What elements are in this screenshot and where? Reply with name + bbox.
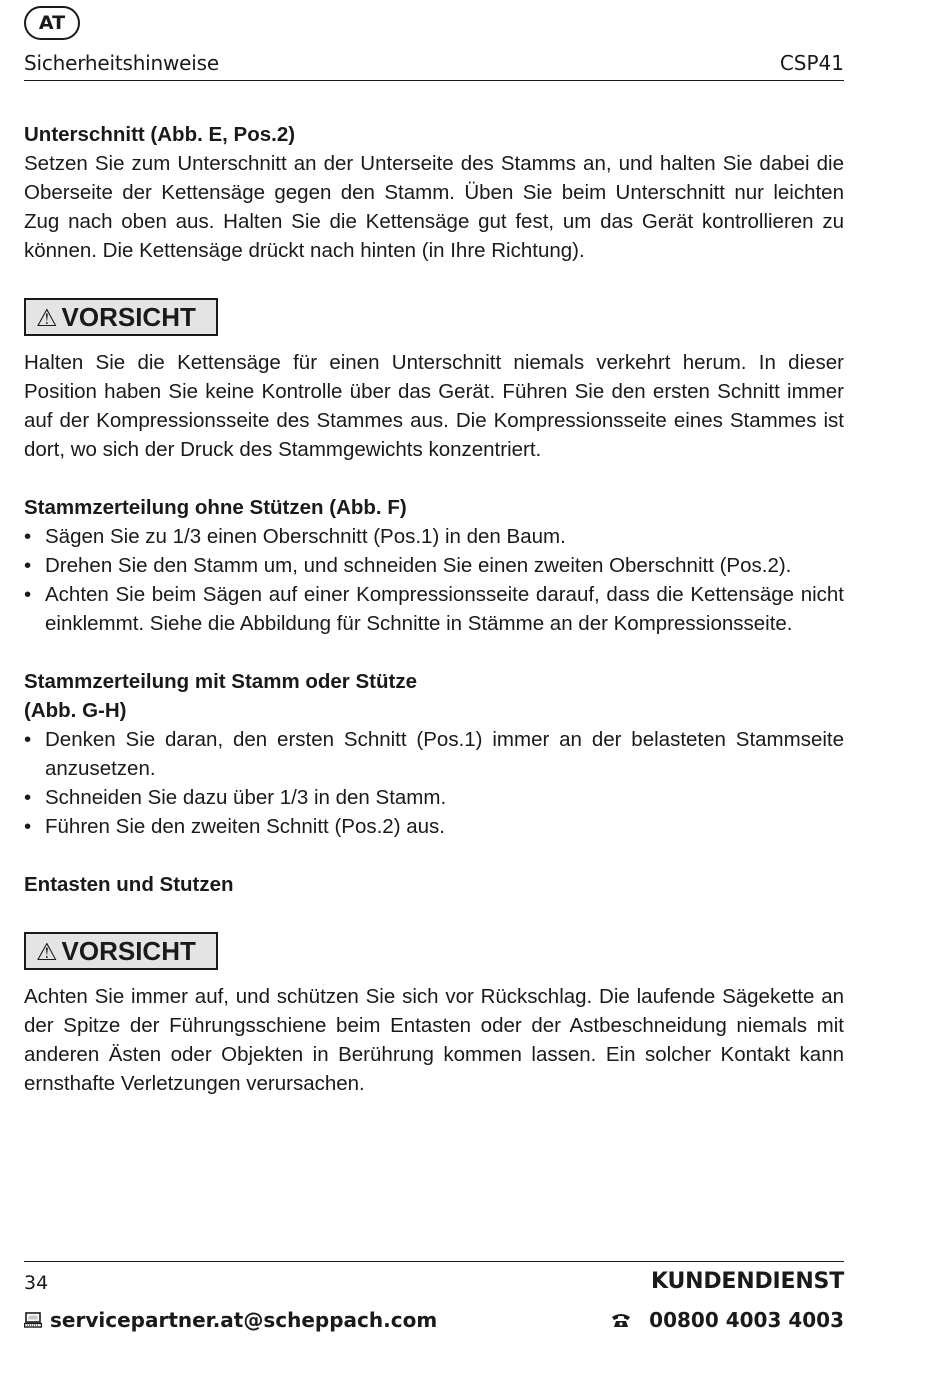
list-item <box>24 580 844 638</box>
page-content <box>24 120 844 1098</box>
section-title: Sicherheitshinweise <box>24 51 219 75</box>
footer-divider <box>24 1261 844 1262</box>
country-badge: AT <box>24 6 80 40</box>
spacer <box>24 464 844 493</box>
bullet-list <box>24 522 844 638</box>
paragraph: Setzen Sie zum Unterschnitt an der Unterseite des Stamms an, und halten Sie dabei die Oberseite der Kettensäge gegen den Stamm. Üben Sie beim Unterschnitt nur leichten Zug nach oben aus. Halten Sie die Kettensäge gut fest, um das Gerät kontrollieren zu können. Die Kettensäge drückt nach hinten (in Ihre Richtung). <box>24 152 844 262</box>
computer-icon <box>24 1312 42 1328</box>
footer-title: KUNDENDIENST <box>651 1269 844 1294</box>
spacer <box>24 336 844 348</box>
email-link[interactable]: servicepartner.at@scheppach.com <box>50 1308 438 1332</box>
warning-label: VORSICHT <box>61 936 196 966</box>
list-item-text: Drehen Sie den Stamm um, und schneiden Sie einen zweiten Oberschnitt (Pos.2). <box>45 554 792 577</box>
footer-email <box>24 1306 437 1334</box>
bullet-dot: • <box>24 728 32 751</box>
model-number: CSP41 <box>779 51 844 75</box>
warning-paragraph: Achten Sie immer auf, und schützen Sie sich vor Rückschlag. Die laufende Sägekette an der Spitze der Führungsschiene beim Entasten oder der Astbeschneidung niemals mit anderen Ästen oder Objekten in Berührung kommen lassen. Ein solcher Kontakt kann ernsthafte Verletzungen verursachen. <box>24 985 844 1095</box>
section-heading: Unterschnitt (Abb. E, Pos.2) <box>24 123 296 146</box>
warning-box <box>24 932 218 970</box>
phone-number[interactable]: 00800 4003 4003 <box>649 1308 844 1332</box>
bullet-dot: • <box>24 525 32 548</box>
warning-box <box>24 298 218 336</box>
header-divider <box>24 80 844 81</box>
spacer <box>24 265 844 298</box>
warning-triangle-icon: ⚠ <box>36 304 58 332</box>
list-item-text: Denken Sie daran, den ersten Schnitt (Pos.1) immer an der belasteten Stammseite anzusetzen. <box>45 728 844 780</box>
warning-paragraph: Halten Sie die Kettensäge für einen Unterschnitt niemals verkehrt herum. In dieser Position haben Sie keine Kontrolle über das Gerät. Führen Sie den ersten Schnitt immer auf der Kompressionsseite des Stammes aus. Die Kompressionsseite eines Stammes ist dort, wo sich der Druck des Stammgewichts konzentriert. <box>24 351 844 461</box>
section-heading-continued: (Abb. G-H) <box>24 699 127 722</box>
list-item <box>24 812 844 841</box>
bullet-list <box>24 725 844 841</box>
section-heading: Entasten und Stutzen <box>24 873 234 896</box>
section-heading: Stammzerteilung mit Stamm oder Stütze <box>24 670 417 693</box>
bullet-dot: • <box>24 554 32 577</box>
spacer <box>24 899 844 932</box>
telephone-icon <box>611 1312 631 1328</box>
list-item <box>24 725 844 783</box>
footer-phone <box>611 1306 844 1334</box>
list-item <box>24 783 844 812</box>
bullet-dot: • <box>24 815 32 838</box>
spacer <box>24 638 844 667</box>
section-heading: Stammzerteilung ohne Stützen (Abb. F) <box>24 496 407 519</box>
spacer <box>24 970 844 982</box>
list-item <box>24 522 844 551</box>
list-item-text: Führen Sie den zweiten Schnitt (Pos.2) aus. <box>45 815 445 838</box>
list-item <box>24 551 844 580</box>
warning-label: VORSICHT <box>61 302 196 332</box>
bullet-dot: • <box>24 786 32 809</box>
list-item-text: Achten Sie beim Sägen auf einer Kompressionsseite darauf, dass die Kettensäge nicht einklemmt. Siehe die Abbildung für Schnitte in Stämme an der Kompressionsseite. <box>45 583 844 635</box>
warning-triangle-icon: ⚠ <box>36 938 58 966</box>
bullet-dot: • <box>24 583 32 606</box>
page-number: 34 <box>24 1272 49 1294</box>
spacer <box>24 841 844 870</box>
list-item-text: Schneiden Sie dazu über 1/3 in den Stamm. <box>45 786 447 809</box>
list-item-text: Sägen Sie zu 1/3 einen Oberschnitt (Pos.1) in den Baum. <box>45 525 566 548</box>
